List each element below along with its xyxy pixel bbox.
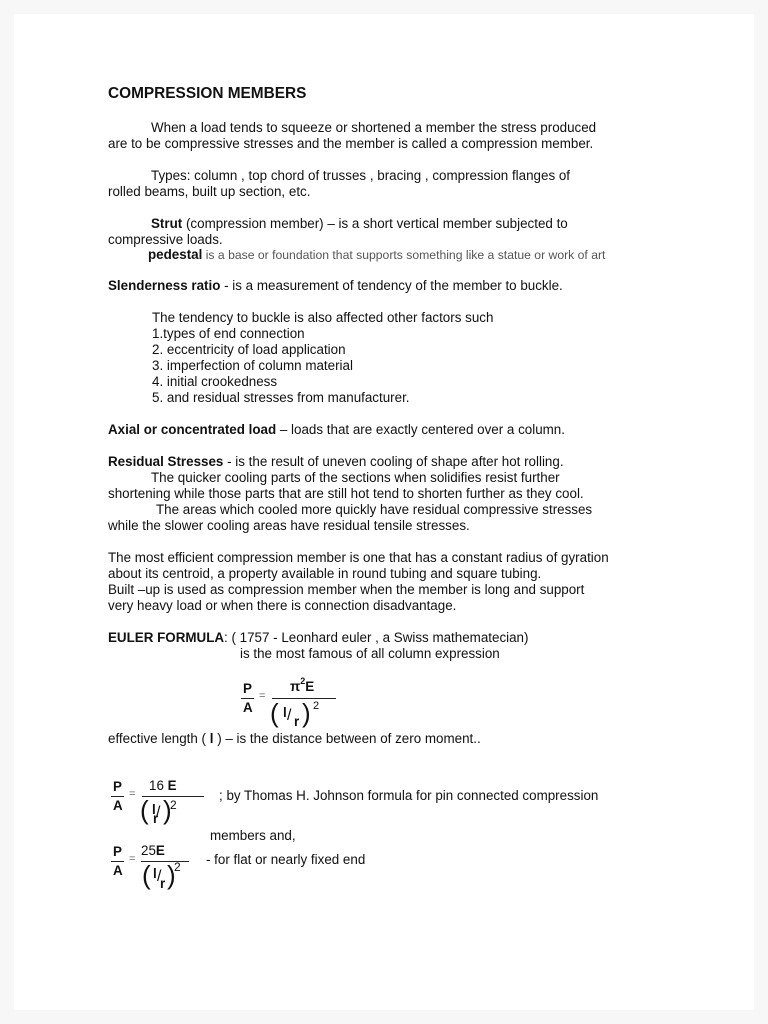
formula-r: r xyxy=(294,714,300,729)
formula-a: A xyxy=(113,798,123,813)
equals-sign: = xyxy=(129,788,136,800)
johnson-text: ; by Thomas H. Johnson formula for pin connected compression xyxy=(219,788,599,803)
fraction-bar xyxy=(241,698,254,699)
page-title: COMPRESSION MEMBERS xyxy=(108,85,307,102)
fraction-bar xyxy=(111,796,124,797)
efficient-line-1: The most efficient compression member is one that has a constant radius of gyration xyxy=(108,550,609,565)
pi-symbol: π xyxy=(290,679,301,694)
pedestal-definition xyxy=(148,247,605,263)
right-paren: ) xyxy=(302,698,311,728)
johnson-continued: members and, xyxy=(210,828,296,843)
residual-line-2: The quicker cooling parts of the sections when solidifies resist further xyxy=(151,470,560,485)
slenderness-term: Slenderness ratio xyxy=(108,278,221,293)
equals-sign: = xyxy=(259,690,266,702)
residual-definition xyxy=(108,454,564,470)
formula-e: E xyxy=(305,679,315,694)
left-paren: ( xyxy=(142,860,151,890)
right-paren: ) xyxy=(163,795,172,825)
slenderness-definition xyxy=(108,278,563,294)
formula-l: l xyxy=(153,866,157,881)
slenderness-text: - is a measurement of tendency of the member to buckle. xyxy=(220,278,563,293)
tendency-intro: The tendency to buckle is also affected other factors such xyxy=(152,310,494,325)
formula-numerator xyxy=(141,843,165,858)
factor-item: 1.types of end connection xyxy=(152,326,305,341)
factor-item: 4. initial crookedness xyxy=(152,374,278,389)
slash: / xyxy=(156,804,161,821)
residual-line-1: - is the result of uneven cooling of shape after hot rolling. xyxy=(223,454,564,469)
strut-line-1: (compression member) – is a short vertical member subjected to xyxy=(182,216,568,231)
exponent: 2 xyxy=(300,676,306,686)
formula-numerator xyxy=(149,778,177,793)
effective-length xyxy=(108,731,481,747)
axial-term: Axial or concentrated load xyxy=(108,422,277,437)
residual-line-5: while the slower cooling areas have residual tensile stresses. xyxy=(108,518,470,533)
formula-a: A xyxy=(243,700,253,715)
exponent: 2 xyxy=(313,700,320,712)
coefficient: 16 xyxy=(149,778,164,793)
factor-item: 2. eccentricity of load application xyxy=(152,342,346,357)
strut-term: Strut xyxy=(151,216,183,231)
left-paren: ( xyxy=(270,698,279,728)
types-line-2: rolled beams, built up section, etc. xyxy=(108,184,311,199)
strut-line-2: compressive loads. xyxy=(108,232,223,247)
pedestal-text: is a base or foundation that supports something like a statue or work of art xyxy=(202,248,606,262)
fraction-bar xyxy=(111,861,124,862)
efficient-line-2: about its centroid, a property available in round tubing and square tubing. xyxy=(108,566,542,581)
formula-numerator xyxy=(290,676,315,694)
axial-definition xyxy=(108,422,565,438)
effective-prefix: effective length ( xyxy=(108,731,210,746)
euler-term: EULER FORMULA xyxy=(108,630,225,645)
euler-line-2: is the most famous of all column expression xyxy=(240,646,500,661)
formula-e: E xyxy=(167,778,177,793)
axial-text: – loads that are exactly centered over a column. xyxy=(276,422,565,437)
factor-item: 5. and residual stresses from manufacturer. xyxy=(152,390,410,405)
formula-p: P xyxy=(113,844,122,859)
formula-l: l xyxy=(283,705,287,720)
coefficient: 25 xyxy=(141,843,156,858)
euler-heading xyxy=(108,630,528,646)
equals-sign: = xyxy=(129,853,136,865)
euler-line-1: : ( 1757 - Leonhard euler , a Swiss mathematecian) xyxy=(224,630,529,645)
formula-l: l xyxy=(152,802,156,817)
formula-r: r xyxy=(153,811,159,826)
effective-suffix: ) – is the distance between of zero moment.. xyxy=(213,731,481,746)
residual-term: Residual Stresses xyxy=(108,454,224,469)
intro-line-1: When a load tends to squeeze or shortened a member the stress produced xyxy=(151,120,597,135)
formula-e: E xyxy=(155,843,165,858)
left-paren: ( xyxy=(140,795,149,825)
types-line-1: Types: column , top chord of trusses , bracing , compression flanges of xyxy=(151,168,571,183)
strut-definition xyxy=(151,216,568,232)
residual-line-3: shortening while those parts that are still hot tend to shorten further as they cool. xyxy=(108,486,584,501)
effective-symbol: l xyxy=(209,731,214,746)
formula-p: P xyxy=(113,779,122,794)
pedestal-term: pedestal xyxy=(148,247,203,262)
fraction-bar xyxy=(142,796,204,797)
factor-item: 3. imperfection of column material xyxy=(152,358,353,373)
exponent: 2 xyxy=(174,860,181,874)
formula-p: P xyxy=(243,681,252,696)
fixed-end-text: - for flat or nearly fixed end xyxy=(206,852,366,867)
exponent: 2 xyxy=(170,798,177,812)
slash: / xyxy=(287,707,292,724)
residual-line-4: The areas which cooled more quickly have residual compressive stresses xyxy=(156,502,593,517)
slash: / xyxy=(157,868,162,885)
formula-r: r xyxy=(160,876,166,891)
right-paren: ) xyxy=(167,860,176,890)
intro-line-2: are to be compressive stresses and the member is called a compression member. xyxy=(108,136,594,151)
efficient-line-3: Built –up is used as compression member when the member is long and support xyxy=(108,582,585,597)
efficient-line-4: very heavy load or when there is connection disadvantage. xyxy=(108,598,457,613)
formula-a: A xyxy=(113,863,123,878)
